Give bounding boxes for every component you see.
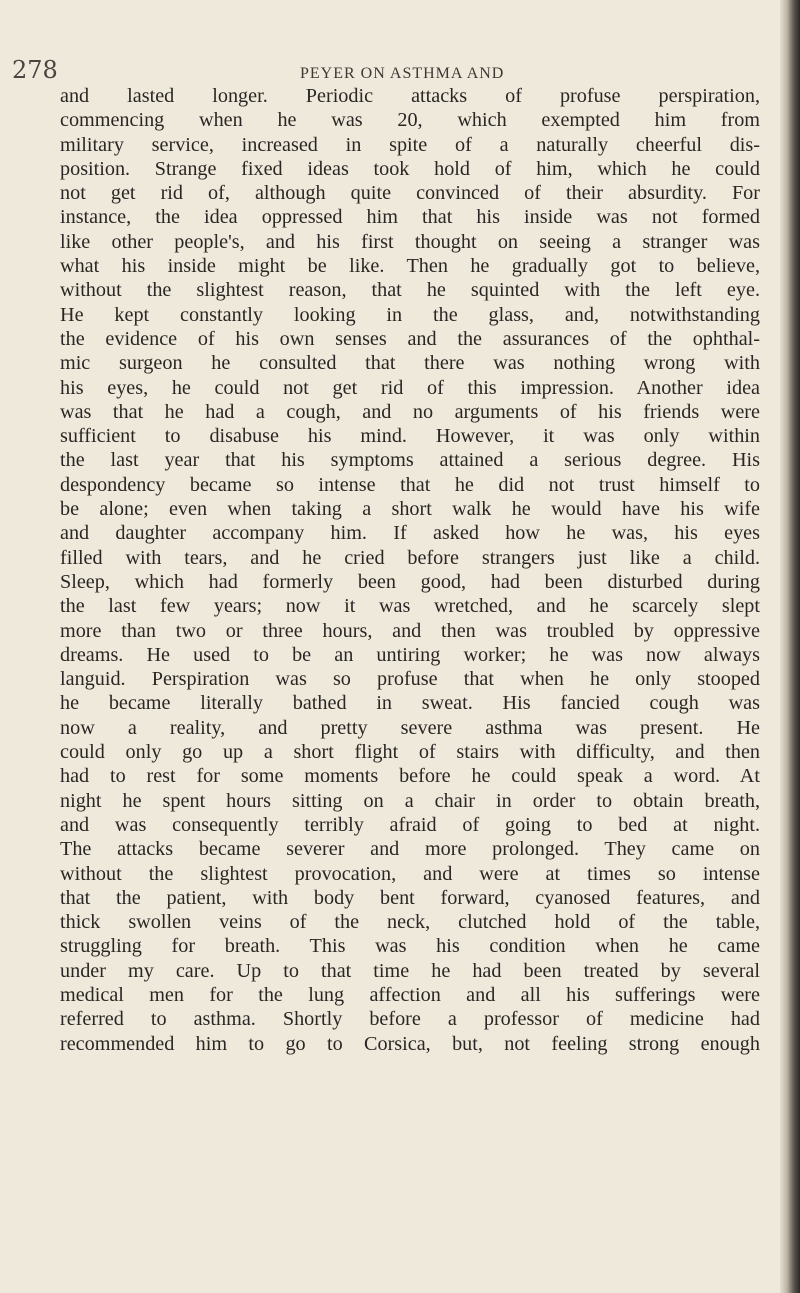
text-line: despondency became so intense that he did not trust himself to: [60, 473, 760, 496]
text-line: commencing when he was 20, which exempted him from: [60, 109, 760, 132]
text-line: without the slightest reason, that he squinted with the left eye.: [60, 279, 760, 302]
text-line: under my care. Up to that time he had been treated by several: [60, 959, 760, 982]
text-line: that the patient, with body bent forward, cyanosed features, and: [60, 886, 760, 909]
text-line: The attacks became severer and more prolonged. They came on: [60, 838, 760, 861]
text-line: languid. Perspiration was so profuse that when he only stooped: [60, 668, 760, 691]
text-line: was that he had a cough, and no arguments of his friends were: [60, 400, 760, 423]
text-line: position. Strange fixed ideas took hold of him, which he could: [60, 157, 760, 180]
page-number: 278: [12, 56, 58, 84]
text-line: he became literally bathed in sweat. His fancied cough was: [60, 692, 760, 715]
text-line: and was consequently terribly afraid of going to bed at night.: [60, 813, 760, 836]
text-line: more than two or three hours, and then was troubled by oppressive: [60, 619, 760, 642]
text-line: mic surgeon he consulted that there was nothing wrong with: [60, 352, 760, 375]
running-head: PEYER ON ASTHMA AND: [300, 65, 505, 82]
text-line: filled with tears, and he cried before strangers just like a child.: [60, 546, 760, 569]
body-text: [60, 84, 760, 1056]
text-line: had to rest for some moments before he could speak a word. At: [60, 765, 760, 788]
text-line: be alone; even when taking a short walk he would have his wife: [60, 498, 760, 521]
text-line: and lasted longer. Periodic attacks of profuse perspiration,: [60, 85, 760, 107]
text-line: the evidence of his own senses and the assurances of the ophthal-: [60, 327, 760, 350]
text-line: could only go up a short flight of stairs with difficulty, and then: [60, 741, 760, 764]
text-line: recommended him to go to Corsica, but, not feeling strong enough: [60, 1032, 760, 1055]
text-line: what his inside might be like. Then he gradually got to believe,: [60, 255, 760, 278]
text-line: military service, increased in spite of a naturally cheerful dis-: [60, 133, 760, 156]
text-line: instance, the idea oppressed him that his inside was not formed: [60, 206, 760, 229]
text-line: not get rid of, although quite convinced of their absurdity. For: [60, 182, 760, 205]
page-edge-shadow: [780, 0, 800, 1293]
text-line: struggling for breath. This was his condition when he came: [60, 935, 760, 958]
text-line: Sleep, which had formerly been good, had been disturbed during: [60, 570, 760, 593]
text-line: without the slightest provocation, and were at times so intense: [60, 862, 760, 885]
text-line: like other people's, and his first thought on seeing a stranger was: [60, 230, 760, 253]
text-line: his eyes, he could not get rid of this impression. Another idea: [60, 376, 760, 399]
text-line: the last year that his symptoms attained a serious degree. His: [60, 449, 760, 472]
text-line: now a reality, and pretty severe asthma was present. He: [60, 716, 760, 739]
text-line: dreams. He used to be an untiring worker; he was now always: [60, 643, 760, 666]
text-line: night he spent hours sitting on a chair in order to obtain breath,: [60, 789, 760, 812]
text-line: He kept constantly looking in the glass, and, notwithstanding: [60, 303, 760, 326]
text-line: medical men for the lung affection and all his sufferings were: [60, 983, 760, 1006]
text-line: the last few years; now it was wretched, and he scarcely slept: [60, 595, 760, 618]
text-line: thick swollen veins of the neck, clutched hold of the table,: [60, 911, 760, 934]
text-line: sufficient to disabuse his mind. However, it was only within: [60, 425, 760, 448]
text-line: referred to asthma. Shortly before a professor of medicine had: [60, 1008, 760, 1031]
text-line: and daughter accompany him. If asked how he was, his eyes: [60, 522, 760, 545]
